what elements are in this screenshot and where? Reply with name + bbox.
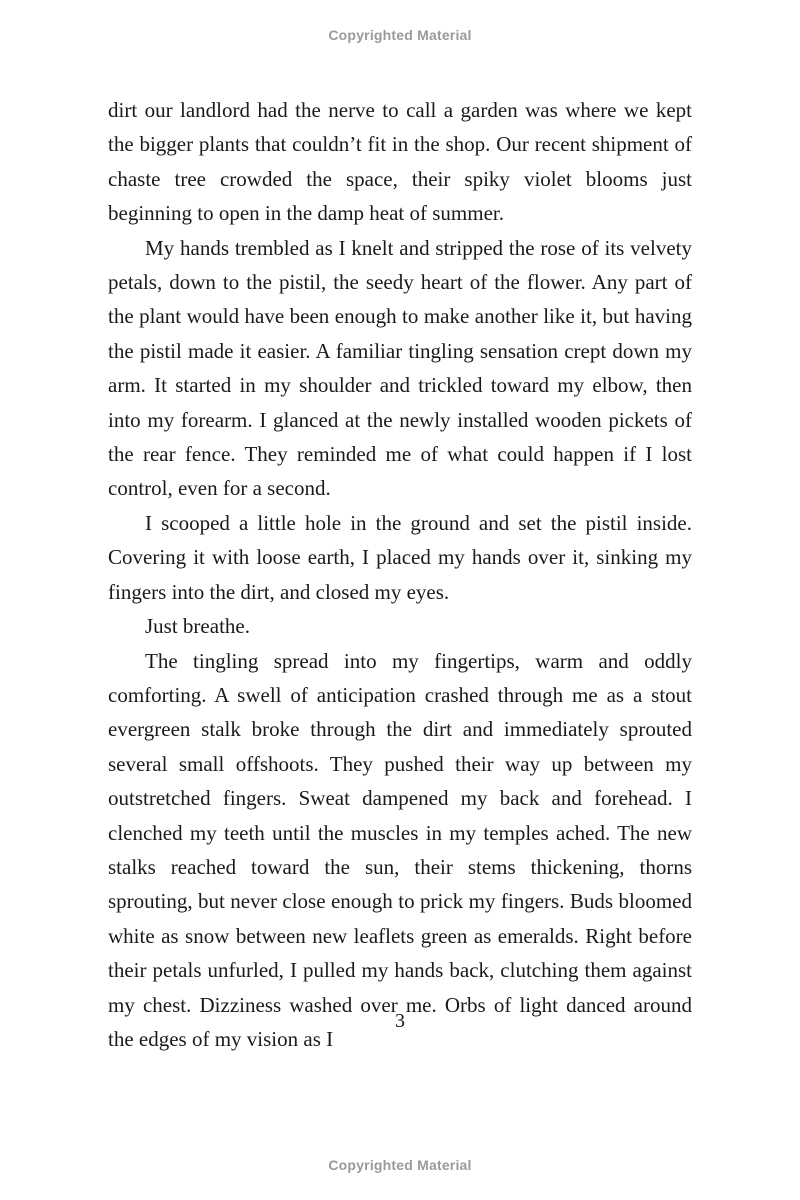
copyright-watermark-top: Copyrighted Material bbox=[328, 27, 472, 43]
paragraph-2: My hands trembled as I knelt and stripped the rose of its velvety petals, down to the pistil, the seedy heart of the flower. Any part of the plant would have been enough to make another like it, but having the pistil made it easier. A familiar tingling sensation crept down my arm. It started in my shoulder and trickled toward my elbow, then into my forearm. I glanced at the newly installed wooden pickets of the rear fence. They reminded me of what could happen if I lost control, even for a second. bbox=[108, 235, 692, 501]
page-body-text bbox=[108, 93, 692, 1056]
paragraph-4: Just breathe. bbox=[145, 614, 250, 639]
page-number: 3 bbox=[395, 1010, 405, 1032]
paragraph-5: The tingling spread into my fingertips, warm and oddly comforting. A swell of anticipation crashed through me as a stout evergreen stalk broke through the dirt and immediately sprouted several small offshoots. They pushed their way up between my outstretched fingers. Sweat dampened my back and forehead. I clenched my teeth until the muscles in my temples ached. The new stalks reached toward the sun, their stems thickening, thorns sprouting, but never close enough to prick my fingers. Buds bloomed white as snow between new leaflets green as emeralds. Right before their petals unfurled, I pulled my hands back, clutching them against my chest. Dizziness washed over me. Orbs of light danced around the edges of my vision as I bbox=[108, 648, 692, 1051]
copyright-watermark-bottom: Copyrighted Material bbox=[328, 1157, 472, 1173]
paragraph-3: I scooped a little hole in the ground and set the pistil inside. Covering it with loose earth, I placed my hands over it, sinking my fingers into the dirt, and closed my eyes. bbox=[108, 510, 692, 604]
paragraph-1: dirt our landlord had the nerve to call a garden was where we kept the bigger plants that couldn’t fit in the shop. Our recent shipment of chaste tree crowded the space, their spiky violet blooms just beginning to open in the damp heat of summer. bbox=[108, 98, 692, 226]
